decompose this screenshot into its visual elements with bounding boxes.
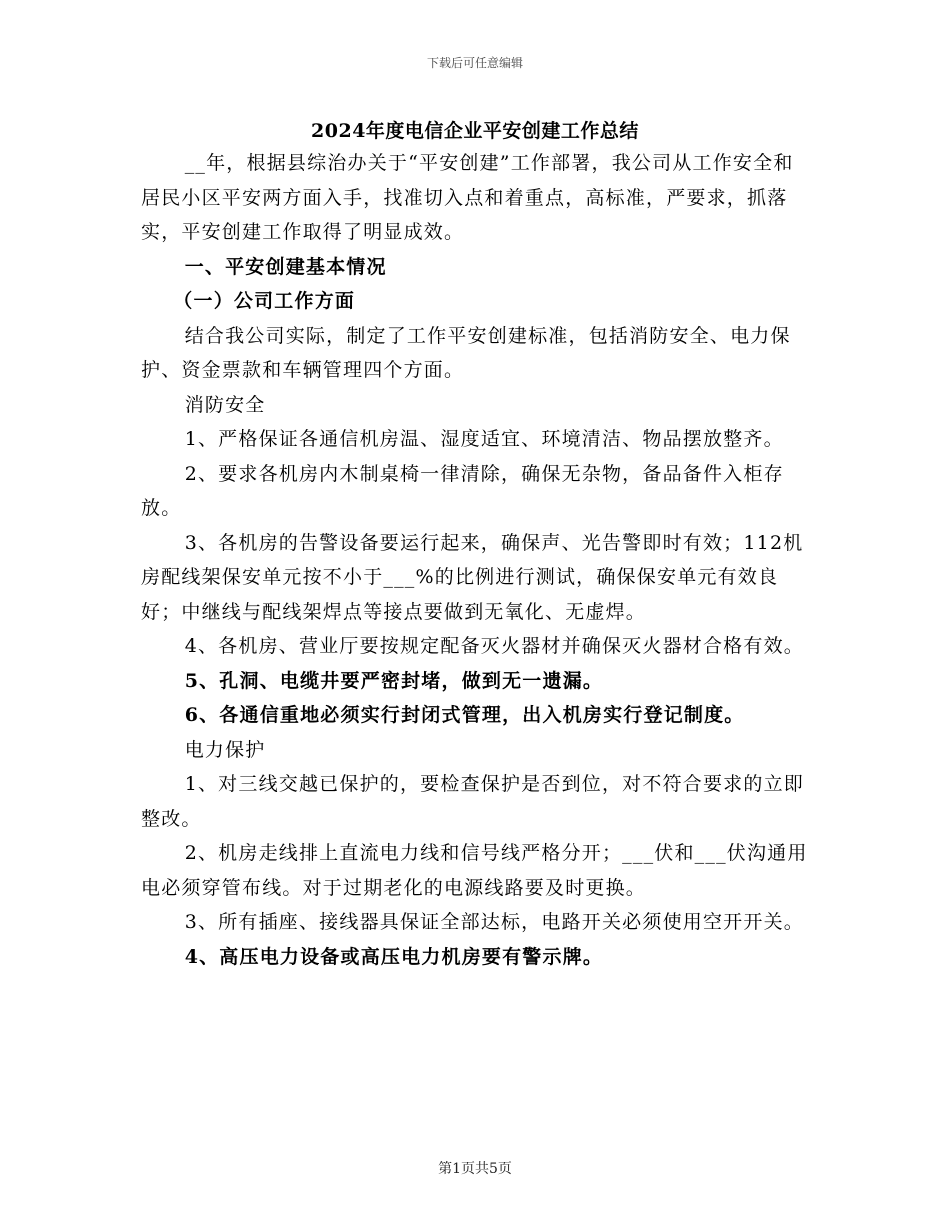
category-label-power-protection: 电力保护 xyxy=(184,738,266,761)
document-body xyxy=(141,146,809,974)
page-number-footer: 第1页共5页 xyxy=(438,1161,512,1177)
page-header-note: 下载后可任意编辑 xyxy=(426,56,523,70)
section-heading-basic-situation: 一、平安创建基本情况 xyxy=(184,255,387,278)
list-item-power-4: 4、高压电力设备或高压电力机房要有警示牌。 xyxy=(184,945,604,968)
list-item-power-3: 3、所有插座、接线器具保证全部达标，电路开关必须使用空开开关。 xyxy=(184,911,804,933)
list-item-fire-3: 3、各机房的告警设备要运行起来，确保声、光告警即时有效；112机房配线架保安单元按不小于___%的比例进行测试，确保保安单元有效良好；中继线与配线架焊点等接点要做到无氧化、无虚焊。 xyxy=(141,531,804,623)
subsection-heading-company-work: （一）公司工作方面 xyxy=(173,290,356,312)
list-item-fire-5: 5、孔洞、电缆井要严密封堵，做到无一遗漏。 xyxy=(184,669,604,692)
paragraph-standards: 结合我公司实际，制定了工作平安创建标准，包括消防安全、电力保护、资金票款和车辆管理四个方面。 xyxy=(141,324,791,381)
list-item-power-2: 2、机房走线排上直流电力线和信号线严格分开；___伏和___伏沟通用电必须穿管布线。对于过期老化的电源线路要及时更换。 xyxy=(141,842,808,899)
list-item-fire-4: 4、各机房、营业厅要按规定配备灭火器材并确保灭火器材合格有效。 xyxy=(184,635,804,657)
paragraph-intro: __年，根据县综治办关于“平安创建”工作部署，我公司从工作安全和居民小区平安两方面入手，找准切入点和着重点，高标准，严要求，抓落实，平安创建工作取得了明显成效。 xyxy=(141,152,794,243)
list-item-fire-2: 2、要求各机房内木制桌椅一律清除，确保无杂物，备品备件入柜存放。 xyxy=(141,462,784,519)
document-title: 2024年度电信企业平安创建工作总结 xyxy=(311,120,639,142)
list-item-fire-1: 1、严格保证各通信机房温、湿度适宜、环境清洁、物品摆放整齐。 xyxy=(184,428,784,450)
list-item-fire-6: 6、各通信重地必须实行封闭式管理，出入机房实行登记制度。 xyxy=(184,704,745,726)
category-label-fire-safety: 消防安全 xyxy=(184,393,266,416)
list-item-power-1: 1、对三线交越已保护的，要检查保护是否到位，对不符合要求的立即整改。 xyxy=(141,773,804,830)
